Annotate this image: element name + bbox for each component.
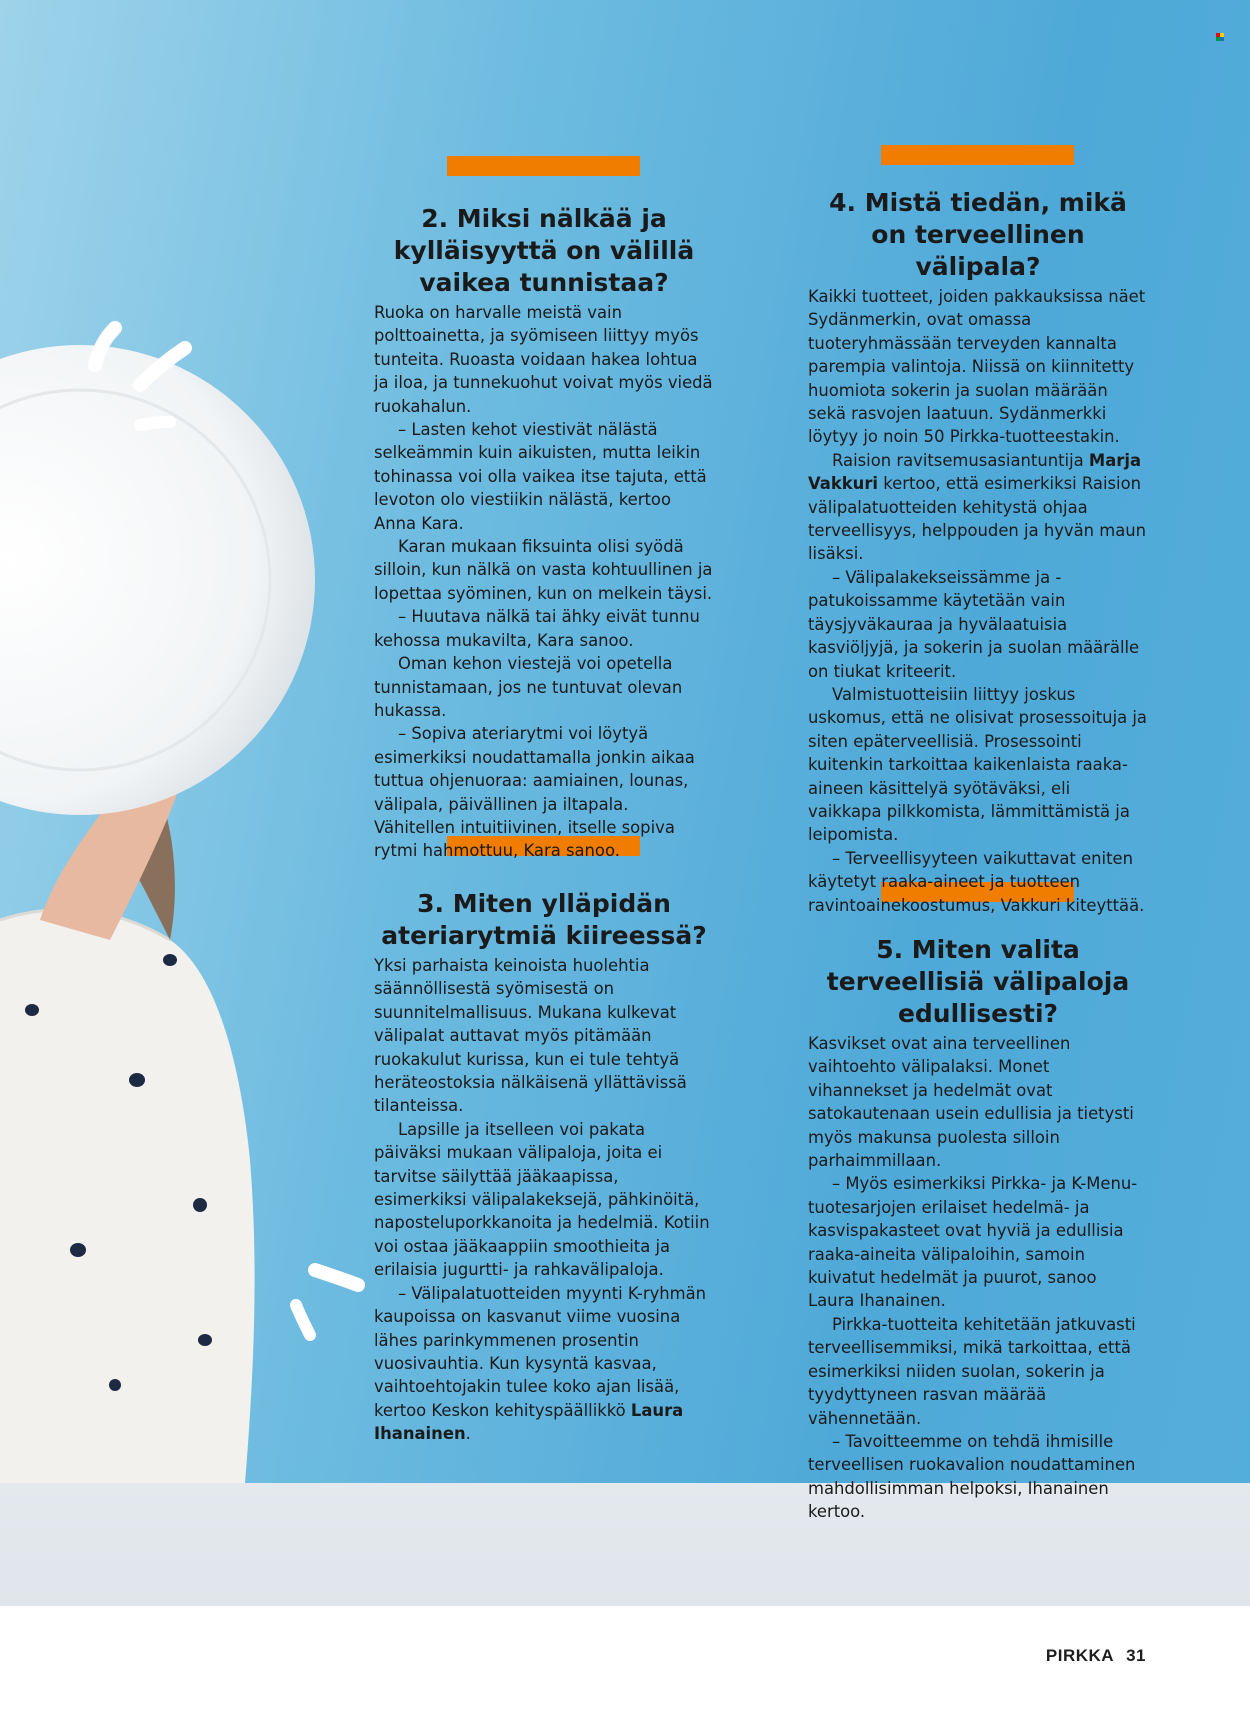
person-with-plate-photo — [0, 300, 380, 1610]
person-name: Laura Ihanainen — [374, 1400, 684, 1444]
paragraph: Yksi parhaista keinoista huolehtia säännöllisestä syömisestä on suunnitelmallisuus. Mukana kulkevat välipalat auttavat myös pitämään ruokakulut kurissa, kun ei tule tehtyä heräteostoksia nälkäisenä yllättävissä tilanteissa. — [374, 956, 687, 1116]
paragraph: – Terveellisyyteen vaikuttavat eniten käytetyt raaka-aineet ja tuotteen ravintoainekoostumus, Vakkuri kiteyttää. — [808, 848, 1145, 915]
paragraph: Ruoka on harvalle meistä vain polttoainetta, ja syömiseen liittyy myös tunteita. Ruoasta voidaan hakea lohtua ja iloa, ja tunnekuohut voivat myös viedä ruokahalun. — [374, 303, 713, 416]
paragraph: – Lasten kehot viestivät nälästä selkeämmin kuin aikuisten, mutta leikin tohinassa voi olla vaikea itse tajuta, että levoton olo viestiikin nälästä, kertoo Anna Kara. — [374, 420, 707, 533]
paragraph: – Huutava nälkä tai ähky eivät tunnu kehossa mukavilta, Kara sanoo. — [374, 607, 700, 650]
person-name: Marja Vakkuri — [808, 450, 1142, 494]
punctuation: . — [465, 1424, 471, 1444]
section-5 — [808, 934, 1148, 1524]
publisher-logo-mark — [1216, 33, 1224, 41]
paragraph: Pirkka-tuotteita kehitetään jatkuvasti terveellisemmiksi, mikä tarkoittaa, että esimerkiksi niiden suolan, sokerin ja tyydyttyneen rasvan määrää vähennetään. — [808, 1314, 1136, 1428]
paragraph: Karan mukaan fiksuinta olisi syödä silloin, kun nälkä on vasta kohtuullinen ja lopettaa syöminen, kun on melkein täysi. — [374, 537, 713, 603]
paragraph: Lapsille ja itselleen voi pakata päiväksi mukaan välipaloja, joita ei tarvitse säilyttää jääkaapissa, esimerkiksi välipalakeksejä, pähkinöitä, naposteluporkkanoita ja hedelmiä. Kotiin voi ostaa jääkaappiin smoothieita ja erilaisia jugurtti- ja rahkavälipaloja. — [374, 1119, 710, 1280]
paragraph: Kaikki tuotteet, joiden pakkauksissa näet Sydänmerkin, ovat omassa tuoteryhmässään terveyden kannalta parempia valintoja. Niissä on kiinnitetty huomiota sokerin ja suolan määrään sekä rasvojen laatuun. Sydänmerkki löytyy jo noin 50 Pirkka-tuotteestakin. — [808, 287, 1146, 447]
paragraph: Kasvikset ovat aina terveellinen vaihtoehto välipalaksi. Monet vihannekset ja hedelmät ovat satokautenaan usein edullisia ja tietysti myös makunsa puolesta silloin parhaimmillaan. — [808, 1034, 1134, 1171]
section-heading: 3. Miten ylläpidän ateriarytmiä kiireessä? — [381, 889, 707, 950]
paragraph: Valmistuotteisiin liittyy joskus uskomus, että ne olisivat prosessoituja ja siten epäterveellisiä. Prosessointi kuitenkin tarkoittaa kaikenlaista raaka-aineen käsittelyä syötäväksi, eli vaikkapa pilkkomista, lämmittämistä ja leipomista. — [808, 684, 1147, 845]
paragraph: Oman kehon viestejä voi opetella tunnistamaan, jos ne tuntuvat olevan hukassa. — [374, 654, 683, 720]
section-heading: 4. Mistä tiedän, mikä on terveellinen välipala? — [829, 188, 1127, 281]
accent-bar — [447, 156, 640, 176]
paragraph: – Sopiva ateriarytmi voi löytyä esimerkiksi noudattamalla jonkin aikaa tuttua ohjenuoraa: aamiainen, lounas, välipala, päivällinen ja iltapala. Vähitellen intuitiivinen, itselle sopiva rytmi hahmottuu, Kara sanoo. — [374, 724, 695, 861]
paragraph — [808, 449, 1148, 566]
accent-bar — [881, 145, 1074, 165]
section-heading: 5. Miten valita terveellisiä välipaloja edullisesti? — [826, 935, 1130, 1028]
paragraph: – Myös esimerkiksi Pirkka- ja K-Menu-tuotesarjojen erilaiset hedelmä- ja kasvispakasteet ovat hyviä ja edullisia raaka-aineita välipaloihin, samoin kuivatut hedelmät ja puurot, sanoo Laura Ihanainen. — [808, 1174, 1138, 1311]
section-heading: 2. Miksi nälkää ja kylläisyyttä on välillä vaikea tunnistaa? — [393, 204, 695, 297]
paragraph-text: – Välipalatuotteiden myynti K-ryhmän kaupoissa on kasvanut viime vuosina lähes parinkymmenen prosentin vuosivauhtia. Kun kysyntä kasvaa, vaihtoehtojakin tulee koko ajan lisää, kertoo Keskon kehityspäällikkö — [374, 1283, 707, 1420]
section-3 — [374, 888, 714, 1446]
paragraph: – Tavoitteemme on tehdä ihmisille terveellisen ruokavalion noudattaminen mahdollisimman helpoksi, Ihanainen kertoo. — [808, 1431, 1136, 1522]
section-4 — [808, 187, 1148, 917]
paragraph: – Välipalakekseissämme ja -patukoissamme käytetään vain täysjyväkauraa ja hyvälaatuisia kasviöljyjä, ja sokerin ja suolan määrälle on tiukat kriteerit. — [808, 567, 1140, 681]
page-footer — [1046, 1646, 1146, 1666]
paragraph — [374, 1282, 714, 1446]
section-2 — [374, 203, 714, 863]
paragraph-text: Raision ravitsemusasiantuntija — [832, 450, 1084, 470]
paragraph-text: kertoo, että esimerkiksi Raision välipalatuotteiden kehitystä ohjaa terveellisyys, helppouden ja hyvän maun lisäksi. — [808, 474, 1147, 564]
page-number: 31 — [1126, 1646, 1146, 1665]
magazine-brand: PIRKKA — [1045, 1646, 1115, 1665]
